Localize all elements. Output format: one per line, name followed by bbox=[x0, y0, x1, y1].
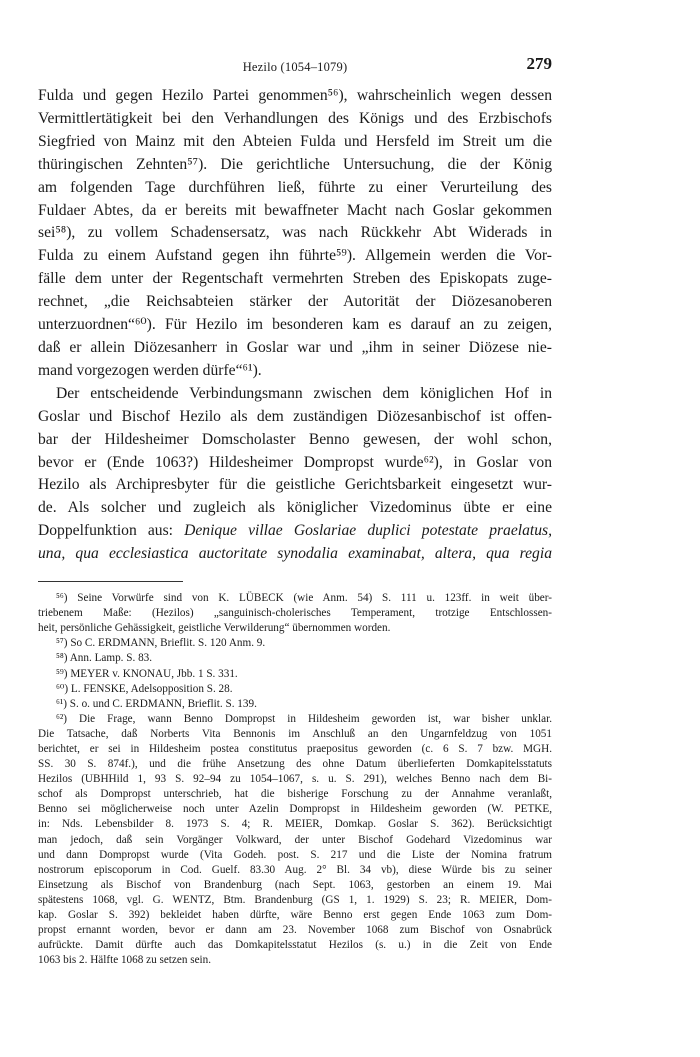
paragraph-1 bbox=[38, 85, 552, 383]
body-line: Goslar und Bischof Hezilo als dem zuständigen Diözesanbischof ist offen- bbox=[38, 407, 552, 425]
page-number: 279 bbox=[526, 54, 552, 73]
body-line: Der entscheidende Verbindungsmann zwischen dem königlichen Hof in bbox=[56, 384, 552, 402]
footnote-line: spätestens 1068, vgl. G. WENTZ, Btm. Brandenburg (GS 1, 1. 1929) S. 23; R. MEIER, Dom- bbox=[38, 893, 552, 906]
footnote-line: propst ernannt worden, bevor er dann am 23. November 1068 zum Bischof von Osnabrück bbox=[38, 924, 552, 937]
body-line: daß er allein Diözesanherr in Goslar war und „ihm in seiner Diözese nie- bbox=[38, 338, 552, 356]
footnote-line: nostrorum episcoporum in Cod. Guelf. 83.30 Aug. 2° Bl. 34 vb), diese Würde bis zu seiner bbox=[38, 863, 552, 876]
footnote-line: triebenem Maße: (Hezilos) „sanguinisch-cholerisches Temperament, trotzige Entschlossen- bbox=[38, 607, 552, 620]
body-line: rechnet, „die Reichsabteien stärker der Autorität der Diözesanoberen bbox=[38, 293, 552, 311]
body-line: bevor er (Ende 1063?) Hildesheimer Dompropst wurde⁶²), in Goslar von bbox=[38, 453, 552, 471]
footnote-57 bbox=[38, 636, 552, 651]
footnote-line: ⁵⁹) MEYER v. KNONAU, Jbb. 1 S. 331. bbox=[56, 667, 238, 680]
footnote-rule bbox=[38, 581, 183, 582]
footnote-line: schof als Dompropst unterschrieb, hat die bisherige Forschung zu der Annahme veranlaßt, bbox=[38, 788, 552, 801]
body-line: bar der Hildesheimer Domscholaster Benno gewesen, der wohl schon, bbox=[38, 430, 552, 448]
footnote-line: ⁶¹) S. o. und C. ERDMANN, Brieflit. S. 139. bbox=[56, 697, 257, 710]
footnote-line: ⁶²) Die Frage, wann Benno Dompropst in Hildesheim geworden ist, war bisher unklar. bbox=[56, 712, 552, 725]
body-line: am folgenden Tage durchführen ließ, führte zu einer Verurteilung des bbox=[38, 178, 552, 196]
footnote-56 bbox=[38, 591, 552, 636]
footnote-60 bbox=[38, 682, 552, 697]
footnote-line: man jedoch, daß sein Vorgänger Volkward, der unter Bischof Godehard Vizedominus war bbox=[38, 833, 552, 846]
paragraph-2 bbox=[38, 383, 552, 566]
footnote-line: SS. 30 S. 874f.), und die frühe Ansetzung des ohne Datum überlieferten Domkapitelsstatuts bbox=[38, 758, 552, 771]
body-text: Doppelfunktion aus: bbox=[38, 522, 185, 540]
body-line: sei⁵⁸), zu vollem Schadensersatz, was nach Rückkehr Abt Widerads in bbox=[38, 224, 552, 242]
footnote-line: Benno sei möglicherweise noch unter Azelin Dompropst in Hildesheim geworden (W. PETKE, bbox=[38, 803, 552, 816]
running-head bbox=[38, 54, 552, 78]
footnote-line: 1063 bis 2. Hälfte 1068 zu setzen sein. bbox=[38, 954, 212, 967]
footnote-line: ⁵⁶) Seine Vorwürfe sind von K. LÜBECK (wie Anm. 54) S. 111 u. 123ff. in weit über- bbox=[56, 592, 552, 605]
latin-quote: Denique villae Goslariae duplici potestate praelatus, bbox=[184, 522, 553, 540]
footnote-line: und dann Dompropst wurde (Vita Godeh. post. S. 217 und die Liste der Nomina fratrum bbox=[38, 848, 552, 861]
footnote-58 bbox=[38, 651, 552, 666]
footnote-line: ⁵⁷) So C. ERDMANN, Brieflit. S. 120 Anm. 9. bbox=[56, 637, 266, 650]
footnote-line: kap. Goslar S. 392) bekleidet haben dürfte, wäre Benno erst gegen Ende 1063 zum Dom- bbox=[38, 909, 552, 921]
body-line: Hezilo als Archipresbyter für die geistliche Gerichtsbarkeit eingesetzt wur- bbox=[38, 476, 552, 494]
footnote-line: ⁶⁰) L. FENSKE, Adelsopposition S. 28. bbox=[56, 682, 233, 695]
footnote-line: heit, persönliche Gehässigkeit, geistliche Verwilderung“ übernommen worden. bbox=[38, 622, 391, 635]
footnote-line: Die Tatsache, daß Norberts Vita Bennonis im Anschluß an den Ungarnfeldzug von 1051 bbox=[38, 727, 552, 740]
footnote-line: Hezilos (UBHHild 1, 93 S. 92–94 zu 1054–1067, s. u. S. 291), welches Benno nach dem Bi- bbox=[38, 773, 552, 786]
book-page bbox=[38, 54, 552, 968]
body-line: fälle dem unter der Regentschaft vermehrten Streben des Episkopats zuge- bbox=[38, 270, 552, 288]
body-line: Vermittlertätigkeit bei den Verhandlungen des Königs und des Erzbischofs bbox=[38, 109, 552, 127]
footnote-59 bbox=[38, 667, 552, 682]
body-line: Fuldaer Abtes, da er bereits mit bewaffneter Macht nach Goslar gekommen bbox=[38, 201, 552, 219]
footnotes bbox=[38, 591, 552, 968]
body-line-mixed bbox=[38, 520, 552, 543]
footnote-line: aufrückte. Damit dürfte auch das Domkapitelsstatut Hezilos (s. u.) in die Zeit von Ende bbox=[38, 939, 552, 952]
body-line: unterzuordnen“⁶⁰). Für Hezilo im besonderen kam es darauf an zu zeigen, bbox=[38, 316, 552, 334]
footnote-line: Einsetzung als Bischof von Brandenburg (nach Sept. 1063, gestorben an einem 19. Mai bbox=[38, 878, 552, 891]
body-line: mand vorgezogen werden dürfe“⁶¹). bbox=[38, 361, 262, 379]
body-line: Fulda zu einem Aufstand gegen ihn führte⁵⁹). Allgemein werden die Vor- bbox=[38, 247, 552, 265]
running-title: Hezilo (1054–1079) bbox=[242, 60, 348, 74]
footnote-62 bbox=[38, 712, 552, 969]
body-line: Fulda und gegen Hezilo Partei genommen⁵⁶), wahrscheinlich wegen dessen bbox=[38, 87, 552, 104]
footnote-line: in: Nds. Lebensbilder 8. 1973 S. 4; R. MEIER, Domkap. Goslar S. 362). Berücksichtigt bbox=[38, 818, 552, 831]
body-line: Siegfried von Mainz mit den Abteien Fulda und Hersfeld im Streit um die bbox=[38, 132, 552, 150]
body-line: thüringischen Zehnten⁵⁷). Die gerichtliche Untersuchung, die der König bbox=[38, 155, 552, 173]
footnote-line: berichtet, er sei in Hildesheim postea constitutus praepositus geworden (c. 6 S. 7 bzw. MGH. bbox=[38, 742, 552, 755]
footnote-line: ⁵⁸) Ann. Lamp. S. 83. bbox=[56, 652, 153, 665]
footnote-61 bbox=[38, 697, 552, 712]
body-line: de. Als solcher und zugleich als königlicher Vizedominus übte er eine bbox=[38, 499, 552, 517]
latin-quote-line: una, qua ecclesiastica auctoritate synodalia examinabat, altera, qua regia bbox=[38, 545, 552, 563]
